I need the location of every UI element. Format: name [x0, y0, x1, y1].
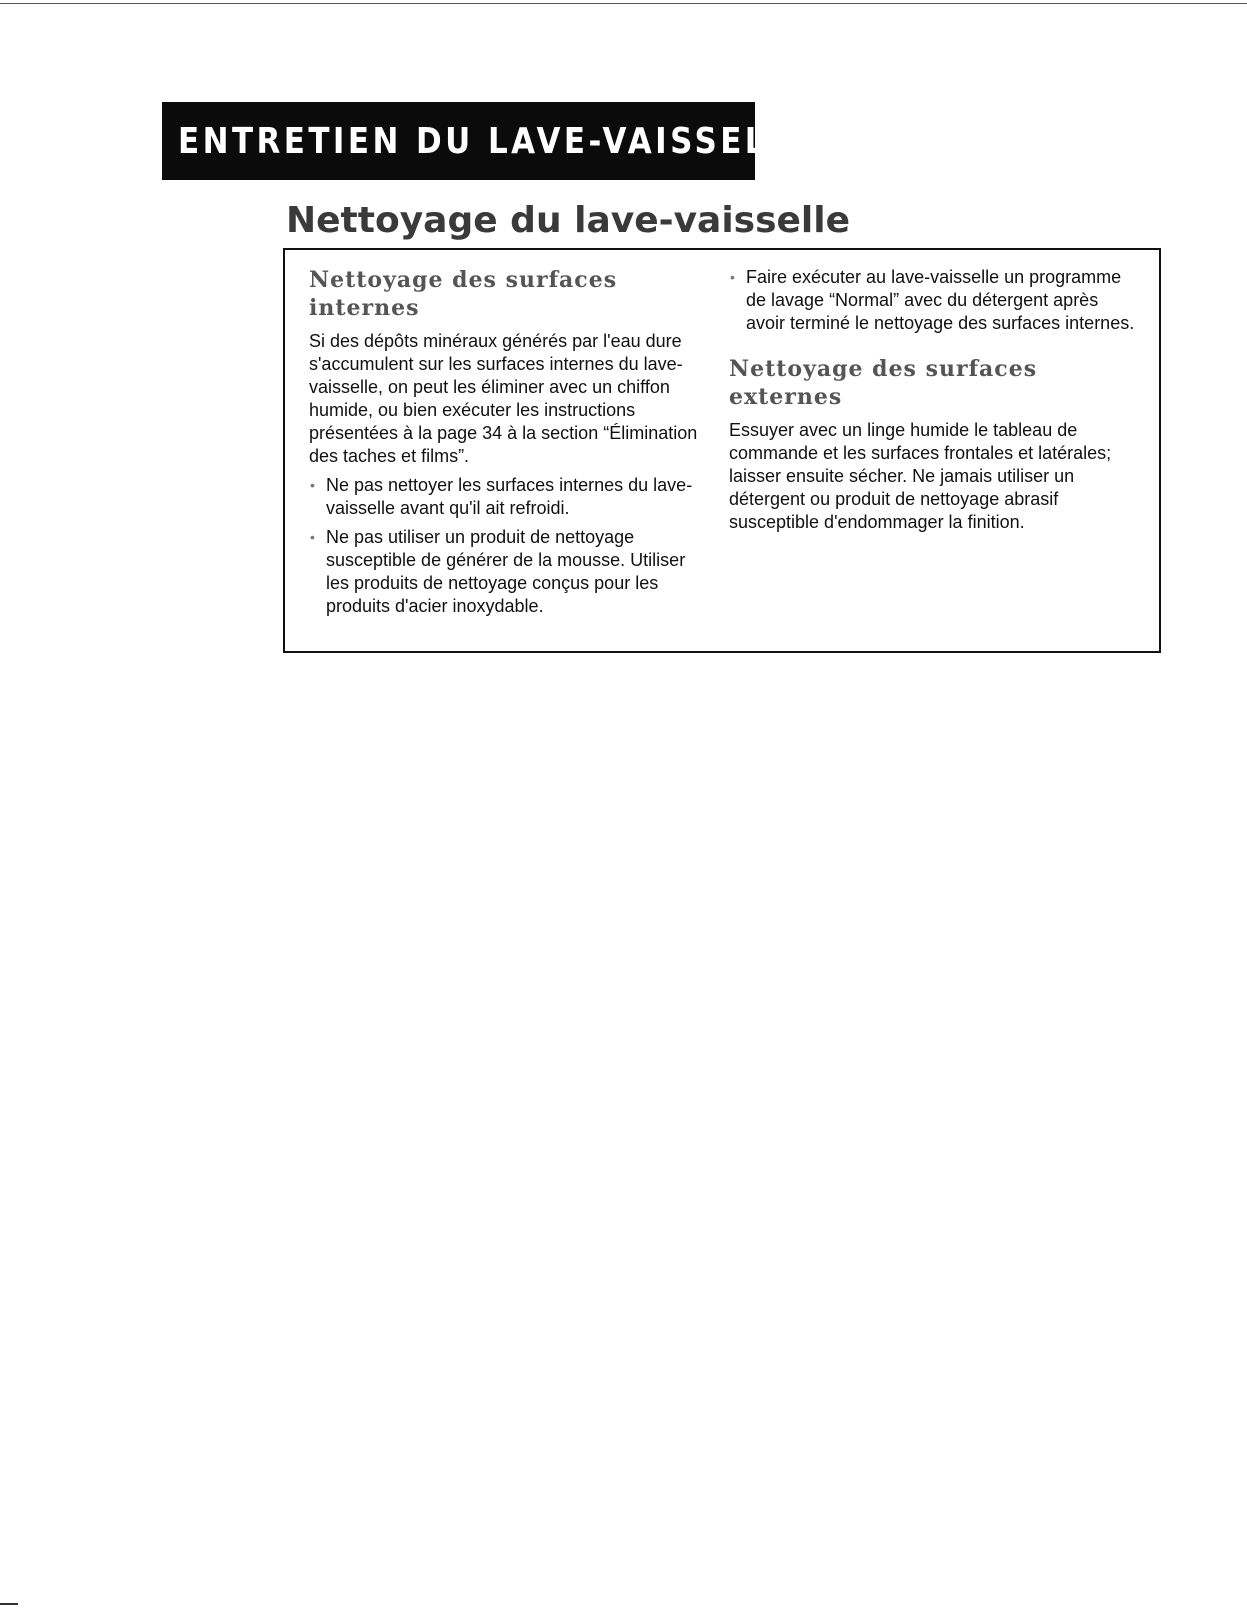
- list-item: [729, 266, 1141, 335]
- internal-surfaces-paragraph: Si des dépôts minéraux générés par l'eau dure s'accumulent sur les surfaces internes du lave-vaisselle, on peut les éliminer avec un chiffon humide, ou bien exécuter les instructions présentées à la page 34 à la section “Élimination des taches et films”.: [309, 331, 698, 466]
- right-column: [729, 266, 1141, 534]
- internal-surfaces-heading: [309, 266, 701, 322]
- content-box: [283, 248, 1161, 653]
- internal-bullet-list-continued: [729, 266, 1141, 335]
- external-surfaces-heading: [729, 355, 1141, 411]
- chapter-title: ENTRETIEN DU LAVE-VAISSELLE: [178, 120, 816, 162]
- chapter-banner: [162, 102, 816, 180]
- internal-heading-line2: internes: [309, 295, 420, 321]
- bullet-icon: •: [730, 269, 735, 285]
- internal-bullet-list: [309, 474, 701, 618]
- list-item: [309, 474, 701, 520]
- page-bottom-mark: [0, 1603, 18, 1605]
- bullet-text: Ne pas utiliser un produit de nettoyage susceptible de générer de la mousse. Utiliser les produits de nettoyage conçus pour les produits d'acier inoxydable.: [326, 527, 686, 616]
- bullet-text: Faire exécuter au lave-vaisselle un programme de lavage “Normal” avec du détergent après avoir terminé le nettoyage des surfaces internes.: [746, 267, 1135, 333]
- bullet-icon: •: [310, 529, 315, 545]
- external-heading-line1: Nettoyage des surfaces: [729, 356, 1038, 382]
- page-top-rule: [0, 3, 1247, 4]
- external-surfaces-paragraph: Essuyer avec un linge humide le tableau de commande et les surfaces frontales et latérales; laisser ensuite sécher. Ne jamais utiliser un détergent ou produit de nettoyage abrasif susceptible d'endommager la finition.: [729, 420, 1112, 532]
- external-heading-line2: externes: [729, 384, 843, 410]
- bullet-icon: •: [310, 477, 315, 493]
- list-item: [309, 526, 701, 618]
- internal-heading-line1: Nettoyage des surfaces: [309, 267, 618, 293]
- bullet-text: Ne pas nettoyer les surfaces internes du lave-vaisselle avant qu'il ait refroidi.: [326, 475, 693, 518]
- section-title: Nettoyage du lave-vaisselle: [286, 200, 851, 241]
- left-column: [309, 266, 701, 624]
